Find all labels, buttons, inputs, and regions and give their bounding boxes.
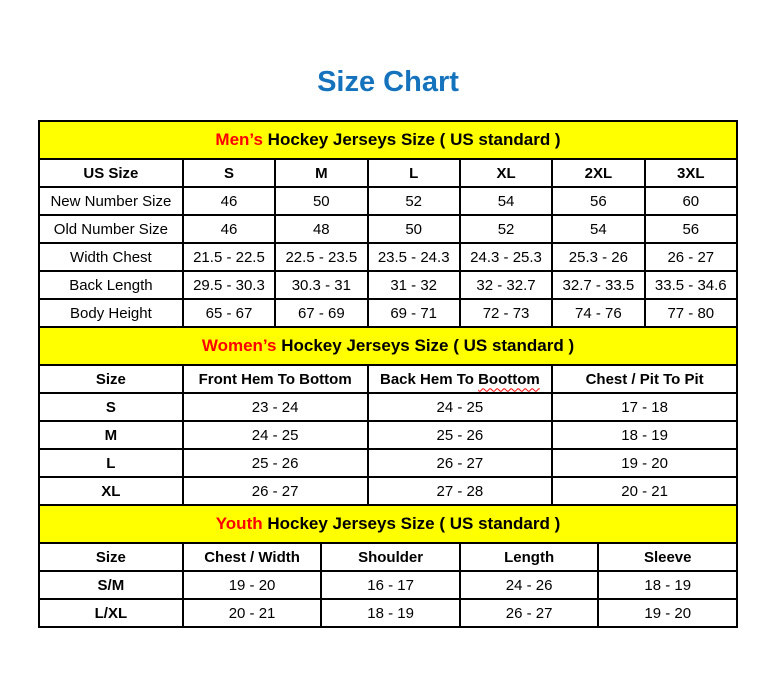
cell: 72 - 73 <box>460 299 552 327</box>
column-header: Size <box>39 543 183 571</box>
cell: 74 - 76 <box>552 299 644 327</box>
men-size-table <box>38 120 738 328</box>
cell: 17 - 18 <box>552 393 737 421</box>
table-row <box>39 571 737 599</box>
row-label: M <box>39 421 183 449</box>
column-header: 3XL <box>645 159 737 187</box>
cell: 19 - 20 <box>598 599 737 627</box>
row-label: Old Number Size <box>39 215 183 243</box>
cell: 33.5 - 34.6 <box>645 271 737 299</box>
column-header: Sleeve <box>598 543 737 571</box>
youth-size-table <box>38 504 738 628</box>
cell: 52 <box>460 215 552 243</box>
cell: 24 - 26 <box>460 571 599 599</box>
cell: 56 <box>552 187 644 215</box>
column-header: Back Hem To Boottom <box>368 365 553 393</box>
cell: 54 <box>552 215 644 243</box>
youth-section-title-highlight: Youth <box>215 514 263 533</box>
table-row <box>39 449 737 477</box>
column-header: Front Hem To Bottom <box>183 365 368 393</box>
row-label: S <box>39 393 183 421</box>
cell: 18 - 19 <box>321 599 460 627</box>
cell: 23 - 24 <box>183 393 368 421</box>
cell: 22.5 - 23.5 <box>275 243 367 271</box>
table-row <box>39 215 737 243</box>
column-header: 2XL <box>552 159 644 187</box>
table-row <box>39 243 737 271</box>
table-row <box>39 187 737 215</box>
youth-header-row <box>39 543 737 571</box>
cell: 19 - 20 <box>183 571 322 599</box>
column-header: S <box>183 159 275 187</box>
cell: 25 - 26 <box>183 449 368 477</box>
cell: 50 <box>368 215 460 243</box>
size-tables-container <box>38 120 738 628</box>
cell: 29.5 - 30.3 <box>183 271 275 299</box>
column-header: Size <box>39 365 183 393</box>
column-header: M <box>275 159 367 187</box>
cell: 52 <box>368 187 460 215</box>
cell: 24 - 25 <box>368 393 553 421</box>
row-label: L <box>39 449 183 477</box>
row-label: Width Chest <box>39 243 183 271</box>
row-label: Body Height <box>39 299 183 327</box>
cell: 18 - 19 <box>552 421 737 449</box>
cell: 67 - 69 <box>275 299 367 327</box>
misspelled-word: Boottom <box>478 370 540 388</box>
cell: 46 <box>183 187 275 215</box>
cell: 25 - 26 <box>368 421 553 449</box>
column-header: Chest / Pit To Pit <box>552 365 737 393</box>
cell: 26 - 27 <box>368 449 553 477</box>
cell: 23.5 - 24.3 <box>368 243 460 271</box>
cell: 26 - 27 <box>645 243 737 271</box>
cell: 30.3 - 31 <box>275 271 367 299</box>
table-row <box>39 393 737 421</box>
cell: 24.3 - 25.3 <box>460 243 552 271</box>
cell: 18 - 19 <box>598 571 737 599</box>
column-header: Length <box>460 543 599 571</box>
cell: 27 - 28 <box>368 477 553 505</box>
row-label: L/XL <box>39 599 183 627</box>
column-header: XL <box>460 159 552 187</box>
cell: 20 - 21 <box>552 477 737 505</box>
column-header: L <box>368 159 460 187</box>
cell: 19 - 20 <box>552 449 737 477</box>
cell: 31 - 32 <box>368 271 460 299</box>
table-row <box>39 271 737 299</box>
cell: 56 <box>645 215 737 243</box>
cell: 26 - 27 <box>460 599 599 627</box>
cell: 48 <box>275 215 367 243</box>
cell: 32 - 32.7 <box>460 271 552 299</box>
cell: 20 - 21 <box>183 599 322 627</box>
cell: 24 - 25 <box>183 421 368 449</box>
men-section-title-row <box>39 121 737 159</box>
youth-section-title: Youth Hockey Jerseys Size ( US standard ) <box>39 505 737 543</box>
cell: 25.3 - 26 <box>552 243 644 271</box>
cell: 21.5 - 22.5 <box>183 243 275 271</box>
column-header: Shoulder <box>321 543 460 571</box>
column-header: Chest / Width <box>183 543 322 571</box>
women-header-row <box>39 365 737 393</box>
women-size-table <box>38 326 738 506</box>
cell: 65 - 67 <box>183 299 275 327</box>
cell: 46 <box>183 215 275 243</box>
row-label: S/M <box>39 571 183 599</box>
row-label: XL <box>39 477 183 505</box>
cell: 16 - 17 <box>321 571 460 599</box>
cell: 60 <box>645 187 737 215</box>
cell: 50 <box>275 187 367 215</box>
cell: 26 - 27 <box>183 477 368 505</box>
page-title: Size Chart <box>317 66 459 98</box>
table-row <box>39 299 737 327</box>
men-section-title-highlight: Men’s <box>215 130 263 149</box>
women-section-title-row <box>39 327 737 365</box>
youth-section-title-row <box>39 505 737 543</box>
column-header: US Size <box>39 159 183 187</box>
cell: 77 - 80 <box>645 299 737 327</box>
row-label: New Number Size <box>39 187 183 215</box>
cell: 32.7 - 33.5 <box>552 271 644 299</box>
table-row <box>39 421 737 449</box>
cell: 54 <box>460 187 552 215</box>
cell: 69 - 71 <box>368 299 460 327</box>
table-row <box>39 599 737 627</box>
women-section-title-highlight: Women’s <box>201 336 277 355</box>
row-label: Back Length <box>39 271 183 299</box>
table-row <box>39 477 737 505</box>
men-section-title: Men’s Hockey Jerseys Size ( US standard ) <box>39 121 737 159</box>
men-header-row <box>39 159 737 187</box>
women-section-title: Women’s Hockey Jerseys Size ( US standard ) <box>39 327 737 365</box>
